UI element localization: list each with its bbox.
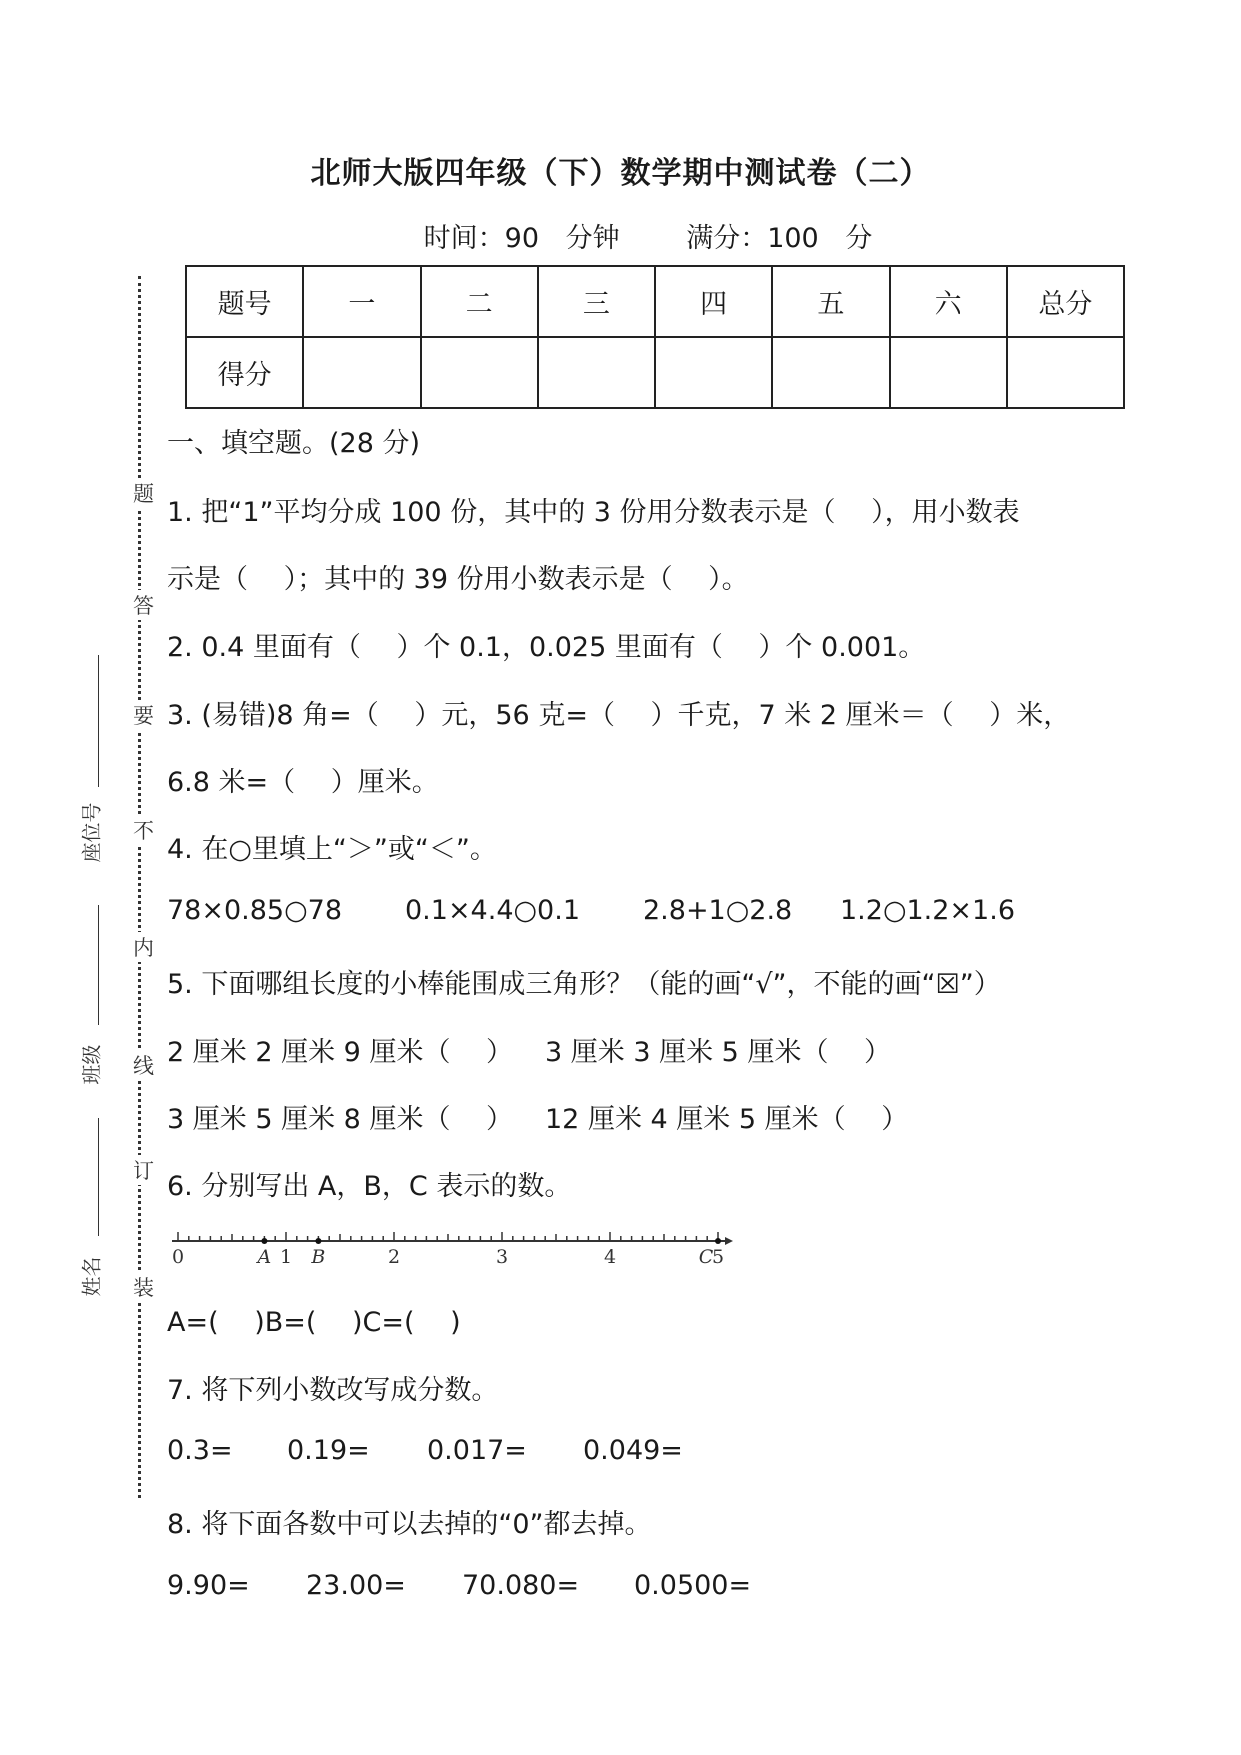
compare-item: 1.2○1.2×1.6 (840, 895, 1015, 926)
binding-dotted-line (138, 276, 141, 1498)
number-line-point-label: A (257, 1246, 272, 1268)
question-1-line-2: 示是（ ）；其中的 39 份用小数表示是（ ）。 (167, 564, 749, 595)
decimal-item: 0.3= (167, 1435, 233, 1466)
binding-notice-char: 内 (133, 932, 154, 962)
seat-number-label: 座位号 (79, 802, 104, 863)
compare-item: 2.8+1○2.8 (643, 895, 793, 926)
triangle-option: 12 厘米 4 厘米 5 厘米（ ） (545, 1104, 909, 1135)
triangle-option: 3 厘米 5 厘米 8 厘米（ ） (167, 1104, 514, 1135)
name-blank[interactable] (98, 1118, 99, 1236)
zero-item: 70.080= (462, 1570, 580, 1601)
number-line-tick-label: 3 (495, 1246, 509, 1268)
page-title: 北师大版四年级（下）数学期中测试卷（二） (310, 156, 931, 191)
score-cell: 总分 (1007, 266, 1124, 337)
decimal-item: 0.049= (583, 1435, 683, 1466)
number-line-point (315, 1238, 321, 1244)
question-2: 2. 0.4 里面有（ ）个 0.1，0.025 里面有（ ）个 0.001。 (167, 632, 926, 663)
score-input-cell[interactable] (303, 337, 420, 408)
score-cell: 三 (538, 266, 655, 337)
question-1-line-1: 1. 把“1”平均分成 100 份，其中的 3 份用分数表示是（ ），用小数表 (167, 497, 1020, 528)
binding-notice-char: 答 (133, 590, 154, 620)
number-line-group (172, 1232, 733, 1268)
number-line-point (715, 1238, 721, 1244)
question-5: 5. 下面哪组长度的小棒能围成三角形？（能的画“√”，不能的画“☒”） (167, 969, 1001, 1000)
score-input-cell[interactable] (890, 337, 1007, 408)
score-input-cell[interactable] (1007, 337, 1124, 408)
decimal-item: 0.19= (287, 1435, 370, 1466)
triangle-option: 3 厘米 3 厘米 5 厘米（ ） (545, 1037, 892, 1068)
score-cell: 六 (890, 266, 1007, 337)
question-6-answer: A=( )B=( )C=( ) (167, 1307, 461, 1338)
binding-notice-char: 不 (133, 815, 154, 845)
number-line-arrow (725, 1237, 733, 1245)
number-line-tick-label: 5 (711, 1246, 725, 1268)
score-table-header-row (186, 266, 1124, 337)
question-8: 8. 将下面各数中可以去掉的“0”都去掉。 (167, 1509, 652, 1540)
score-input-cell[interactable] (772, 337, 889, 408)
score-cell: 一 (303, 266, 420, 337)
binding-notice-char: 订 (133, 1155, 154, 1185)
class-label: 班级 (79, 1044, 104, 1085)
number-line-tick-label: 4 (603, 1246, 617, 1268)
number-line-point (261, 1238, 267, 1244)
question-6: 6. 分别写出 A，B，C 表示的数。 (167, 1171, 572, 1202)
score-input-cell[interactable] (421, 337, 538, 408)
question-3-line-1: 3. (易错)8 角=（ ）元，56 克=（ ）千克，7 米 2 厘米＝（ ）米， (167, 700, 1071, 731)
class-blank[interactable] (98, 905, 99, 1025)
score-cell: 四 (655, 266, 772, 337)
zero-item: 0.0500= (634, 1570, 752, 1601)
score-input-cell[interactable] (655, 337, 772, 408)
number-line-tick-label: 0 (171, 1246, 185, 1268)
zero-item: 9.90= (167, 1570, 250, 1601)
compare-item: 0.1×4.4○0.1 (405, 895, 580, 926)
exam-full-score: 满分：100 分 (686, 223, 873, 254)
binding-notice-char: 题 (133, 478, 154, 508)
exam-info (0, 216, 1241, 255)
binding-notice-char: 线 (133, 1050, 154, 1080)
compare-item: 78×0.85○78 (167, 895, 343, 926)
score-cell: 题号 (186, 266, 303, 337)
zero-item: 23.00= (306, 1570, 406, 1601)
binding-notice-char: 装 (133, 1272, 154, 1302)
triangle-option: 2 厘米 2 厘米 9 厘米（ ） (167, 1037, 514, 1068)
score-table (185, 265, 1125, 409)
score-cell: 五 (772, 266, 889, 337)
question-3-line-2: 6.8 米=（ ）厘米。 (167, 767, 439, 798)
binding-notice-char: 要 (133, 700, 154, 730)
name-label: 姓名 (79, 1256, 104, 1297)
seat-number-blank[interactable] (98, 655, 99, 787)
question-4: 4. 在○里填上“＞”或“＜”。 (167, 834, 497, 865)
score-input-cell[interactable] (538, 337, 655, 408)
decimal-item: 0.017= (427, 1435, 527, 1466)
exam-time: 时间：90 分钟 (423, 223, 620, 254)
number-line-point-label: B (311, 1246, 326, 1268)
score-cell: 二 (421, 266, 538, 337)
number-line-tick-label: 2 (387, 1246, 401, 1268)
score-table-score-row (186, 337, 1124, 408)
score-row-label: 得分 (186, 337, 303, 408)
question-7: 7. 将下列小数改写成分数。 (167, 1375, 499, 1406)
section-heading: 一、填空题。(28 分) (167, 428, 421, 459)
number-line (170, 1225, 740, 1285)
number-line-point-label: C (698, 1246, 714, 1268)
number-line-tick-label: 1 (279, 1246, 293, 1268)
